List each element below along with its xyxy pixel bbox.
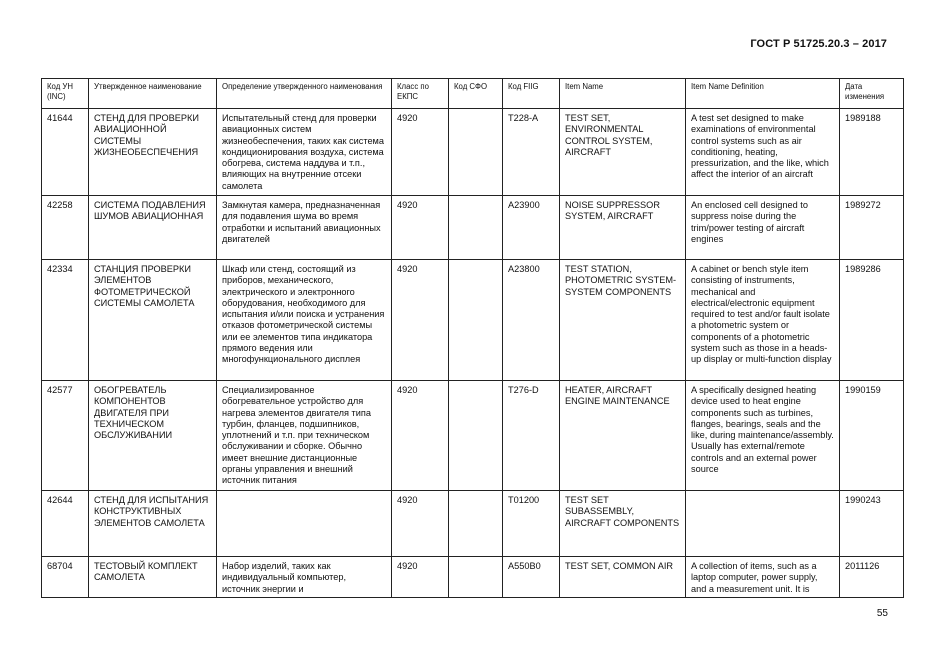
table-header-row: [42, 79, 904, 109]
cell-inc: 42334: [42, 260, 89, 381]
cell-ekps-class: 4920: [392, 196, 449, 260]
cell-fiig-code: T01200: [503, 491, 560, 557]
cell-item-name: TEST SET SUBASSEMBLY, AIRCRAFT COMPONENTS: [560, 491, 686, 557]
cell-fiig-code: A23800: [503, 260, 560, 381]
cell-change-date: 1989188: [840, 109, 904, 196]
cell-item-name-definition: An enclosed cell designed to suppress noise during the trim/power testing of aircraft engines: [686, 196, 840, 260]
cell-fiig-code: A23900: [503, 196, 560, 260]
header-inc: Код УН (INC): [42, 79, 89, 109]
header-sfo-code: Код СФО: [449, 79, 503, 109]
cell-definition: Замкнутая камера, предназначенная для подавления шума во время отработки и испытаний авиационных двигателей: [217, 196, 392, 260]
cell-item-name-definition: A cabinet or bench style item consisting of instruments, mechanical and electrical/electronic equipment required to test and/or fault isolate a photometric system or components of a photometric system such as those in a heads-up display or multi-function display: [686, 260, 840, 381]
cell-definition: Испытательный стенд для проверки авиационных систем жизнеобеспечения, таких как система кондиционирования воздуха, система обогрева, система наддува и т.п., влияющих на внутренние отсеки самолета: [217, 109, 392, 196]
page-number: 55: [876, 608, 888, 619]
cell-approved-name: СТЕНД ДЛЯ ИСПЫТАНИЯ КОНСТРУКТИВНЫХ ЭЛЕМЕНТОВ САМОЛЕТА: [89, 491, 217, 557]
table-row: [42, 109, 904, 196]
cell-sfo-code: [449, 260, 503, 381]
header-item-name: Item Name: [560, 79, 686, 109]
header-change-date: Дата изменения: [840, 79, 904, 109]
table-row: [42, 260, 904, 381]
cell-item-name-definition: A specifically designed heating device used to heat engine components such as turbines, flanges, bearings, seals and the like, during maintenance/assembly. Usually has external/remote controls and an external power source: [686, 381, 840, 491]
table-row: [42, 196, 904, 260]
cell-item-name-definition: A test set designed to make examinations of environmental control systems such as air conditioning, heating, pressurization, and the like, which affect the interior of an aircraft: [686, 109, 840, 196]
cell-approved-name: СТЕНД ДЛЯ ПРОВЕРКИ АВИАЦИОННОЙ СИСТЕМЫ ЖИЗНЕОБЕСПЕЧЕНИЯ: [89, 109, 217, 196]
cell-ekps-class: 4920: [392, 381, 449, 491]
table-row: [42, 491, 904, 557]
cell-fiig-code: T276-D: [503, 381, 560, 491]
cell-change-date: 1989272: [840, 196, 904, 260]
cell-change-date: 1989286: [840, 260, 904, 381]
header-definition: Определение утвержденного наименования: [217, 79, 392, 109]
header-fiig-code: Код FIIG: [503, 79, 560, 109]
cell-inc: 41644: [42, 109, 89, 196]
cell-ekps-class: 4920: [392, 491, 449, 557]
cell-fiig-code: T228-A: [503, 109, 560, 196]
cell-ekps-class: 4920: [392, 260, 449, 381]
header-item-name-definition: Item Name Definition: [686, 79, 840, 109]
cell-sfo-code: [449, 557, 503, 598]
cell-change-date: 1990159: [840, 381, 904, 491]
cell-definition: Набор изделий, таких как индивидуальный компьютер, источник энергии и: [217, 557, 392, 598]
cell-item-name: NOISE SUPPRESSOR SYSTEM, AIRCRAFT: [560, 196, 686, 260]
cell-sfo-code: [449, 196, 503, 260]
cell-approved-name: ТЕСТОВЫЙ КОМПЛЕКТ САМОЛЕТА: [89, 557, 217, 598]
header-ekps-class: Класс по ЕКПС: [392, 79, 449, 109]
cell-definition: [217, 491, 392, 557]
cell-item-name: TEST STATION, PHOTOMETRIC SYSTEM-SYSTEM COMPONENTS: [560, 260, 686, 381]
table-row: [42, 381, 904, 491]
cell-fiig-code: A550B0: [503, 557, 560, 598]
cell-item-name: TEST SET, ENVIRONMENTAL CONTROL SYSTEM, AIRCRAFT: [560, 109, 686, 196]
cell-definition: Шкаф или стенд, состоящий из приборов, механического, электрического и электронного оборудования, необходимого для испытания и/или поиска и устранения отказов фотометрической системы или ее элементов типа индикатора прямого ведения или многофункционального дисплея: [217, 260, 392, 381]
cell-item-name: HEATER, AIRCRAFT ENGINE MAINTENANCE: [560, 381, 686, 491]
catalog-table: [41, 78, 904, 598]
document-standard-id: ГОСТ Р 51725.20.3 – 2017: [750, 38, 887, 50]
cell-sfo-code: [449, 491, 503, 557]
cell-definition: Специализированное обогревательное устройство для нагрева элементов двигателя типа турбин, фланцев, подшипников, уплотнений и т.п. при техническом обслуживании и сборке. Обычно имеет внешние дистанционные органы управления и внешний источник питания: [217, 381, 392, 491]
cell-change-date: 2011126: [840, 557, 904, 598]
cell-item-name-definition: [686, 491, 840, 557]
cell-inc: 68704: [42, 557, 89, 598]
cell-sfo-code: [449, 109, 503, 196]
cell-approved-name: ОБОГРЕВАТЕЛЬ КОМПОНЕНТОВ ДВИГАТЕЛЯ ПРИ ТЕХНИЧЕСКОМ ОБСЛУЖИВАНИИ: [89, 381, 217, 491]
cell-inc: 42258: [42, 196, 89, 260]
cell-item-name-definition: A collection of items, such as a laptop computer, power supply, and a measurement unit. It is: [686, 557, 840, 598]
cell-inc: 42644: [42, 491, 89, 557]
cell-inc: 42577: [42, 381, 89, 491]
cell-ekps-class: 4920: [392, 109, 449, 196]
table-row: [42, 557, 904, 598]
header-approved-name: Утвержденное наименование: [89, 79, 217, 109]
cell-sfo-code: [449, 381, 503, 491]
cell-approved-name: СТАНЦИЯ ПРОВЕРКИ ЭЛЕМЕНТОВ ФОТОМЕТРИЧЕСКОЙ СИСТЕМЫ САМОЛЕТА: [89, 260, 217, 381]
cell-change-date: 1990243: [840, 491, 904, 557]
cell-item-name: TEST SET, COMMON AIR: [560, 557, 686, 598]
cell-approved-name: СИСТЕМА ПОДАВЛЕНИЯ ШУМОВ АВИАЦИОННАЯ: [89, 196, 217, 260]
cell-ekps-class: 4920: [392, 557, 449, 598]
